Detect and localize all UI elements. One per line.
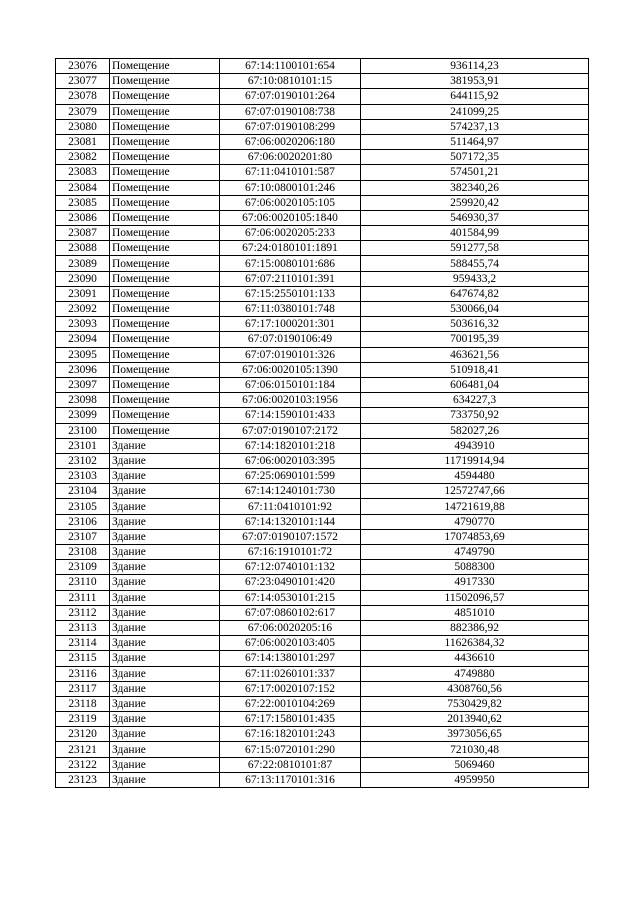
cadastral-number-cell: 67:14:0530101:215: [220, 590, 361, 605]
object-type-cell: Помещение: [110, 393, 220, 408]
table-row: [56, 59, 589, 74]
row-number-cell: 23119: [56, 712, 110, 727]
cadastral-value-cell: 606481,04: [361, 377, 589, 392]
table-row: [56, 74, 589, 89]
object-type-cell: Здание: [110, 712, 220, 727]
cadastral-value-cell: 530066,04: [361, 302, 589, 317]
object-type-cell: Помещение: [110, 377, 220, 392]
object-type-cell: Помещение: [110, 59, 220, 74]
cadastral-value-cell: 241099,25: [361, 104, 589, 119]
row-number-cell: 23105: [56, 499, 110, 514]
row-number-cell: 23111: [56, 590, 110, 605]
cadastral-number-cell: 67:06:0020201:80: [220, 150, 361, 165]
row-number-cell: 23117: [56, 681, 110, 696]
cadastral-number-cell: 67:07:0190101:264: [220, 89, 361, 104]
cadastral-value-cell: 4917330: [361, 575, 589, 590]
cadastral-number-cell: 67:22:0810101:87: [220, 757, 361, 772]
cadastral-value-cell: 12572747,66: [361, 484, 589, 499]
row-number-cell: 23115: [56, 651, 110, 666]
cadastral-number-cell: 67:15:0720101:290: [220, 742, 361, 757]
object-type-cell: Помещение: [110, 165, 220, 180]
cadastral-value-cell: 382340,26: [361, 180, 589, 195]
object-type-cell: Помещение: [110, 256, 220, 271]
row-number-cell: 23113: [56, 620, 110, 635]
cadastral-value-cell: 634227,3: [361, 393, 589, 408]
cadastral-value-cell: 3973056,65: [361, 727, 589, 742]
cadastral-number-cell: 67:11:0260101:337: [220, 666, 361, 681]
cadastral-value-cell: 588455,74: [361, 256, 589, 271]
cadastral-number-cell: 67:06:0020103:1956: [220, 393, 361, 408]
row-number-cell: 23109: [56, 560, 110, 575]
table-row: [56, 195, 589, 210]
cadastral-number-cell: 67:17:1000201:301: [220, 317, 361, 332]
table-row: [56, 453, 589, 468]
table-row: [56, 271, 589, 286]
cadastral-value-cell: 11719914,94: [361, 453, 589, 468]
table-row: [56, 712, 589, 727]
object-type-cell: Помещение: [110, 104, 220, 119]
row-number-cell: 23104: [56, 484, 110, 499]
cadastral-value-cell: 4790770: [361, 514, 589, 529]
row-number-cell: 23077: [56, 74, 110, 89]
cadastral-value-cell: 7530429,82: [361, 696, 589, 711]
object-type-cell: Помещение: [110, 119, 220, 134]
row-number-cell: 23100: [56, 423, 110, 438]
object-type-cell: Помещение: [110, 180, 220, 195]
object-type-cell: Помещение: [110, 317, 220, 332]
object-type-cell: Здание: [110, 438, 220, 453]
cadastral-number-cell: 67:06:0020205:233: [220, 226, 361, 241]
object-type-cell: Помещение: [110, 241, 220, 256]
row-number-cell: 23101: [56, 438, 110, 453]
table-row: [56, 742, 589, 757]
cadastral-value-cell: 2013940,62: [361, 712, 589, 727]
row-number-cell: 23085: [56, 195, 110, 210]
cadastral-value-cell: 511464,97: [361, 134, 589, 149]
cadastral-number-cell: 67:06:0020205:16: [220, 620, 361, 635]
object-type-cell: Здание: [110, 666, 220, 681]
row-number-cell: 23121: [56, 742, 110, 757]
row-number-cell: 23120: [56, 727, 110, 742]
table-row: [56, 545, 589, 560]
object-type-cell: Помещение: [110, 210, 220, 225]
object-type-cell: Здание: [110, 484, 220, 499]
cadastral-number-cell: 67:14:1320101:144: [220, 514, 361, 529]
object-type-cell: Здание: [110, 681, 220, 696]
cadastral-number-cell: 67:06:0020206:180: [220, 134, 361, 149]
cadastral-number-cell: 67:06:0020105:1840: [220, 210, 361, 225]
object-type-cell: Помещение: [110, 423, 220, 438]
object-type-cell: Здание: [110, 499, 220, 514]
table-row: [56, 575, 589, 590]
cadastral-number-cell: 67:07:0190107:1572: [220, 529, 361, 544]
cadastral-number-cell: 67:07:0190108:738: [220, 104, 361, 119]
row-number-cell: 23108: [56, 545, 110, 560]
object-type-cell: Здание: [110, 727, 220, 742]
cadastral-number-cell: 67:06:0020103:405: [220, 636, 361, 651]
table-row: [56, 499, 589, 514]
cadastral-number-cell: 67:07:0190107:2172: [220, 423, 361, 438]
cadastral-number-cell: 67:23:0490101:420: [220, 575, 361, 590]
cadastral-value-cell: 721030,48: [361, 742, 589, 757]
table-row: [56, 651, 589, 666]
object-type-cell: Здание: [110, 742, 220, 757]
cadastral-number-cell: 67:11:0410101:587: [220, 165, 361, 180]
object-type-cell: Помещение: [110, 74, 220, 89]
row-number-cell: 23082: [56, 150, 110, 165]
table-row: [56, 362, 589, 377]
object-type-cell: Помещение: [110, 362, 220, 377]
table-row: [56, 302, 589, 317]
table-row: [56, 241, 589, 256]
table-row: [56, 514, 589, 529]
row-number-cell: 23079: [56, 104, 110, 119]
table-row: [56, 104, 589, 119]
cadastral-value-cell: 11502096,57: [361, 590, 589, 605]
object-type-cell: Здание: [110, 651, 220, 666]
row-number-cell: 23099: [56, 408, 110, 423]
cadastral-value-cell: 17074853,69: [361, 529, 589, 544]
object-type-cell: Здание: [110, 636, 220, 651]
object-type-cell: Помещение: [110, 408, 220, 423]
table-row: [56, 256, 589, 271]
object-type-cell: Помещение: [110, 150, 220, 165]
object-type-cell: Здание: [110, 453, 220, 468]
row-number-cell: 23097: [56, 377, 110, 392]
table-row: [56, 772, 589, 787]
cadastral-number-cell: 67:17:1580101:435: [220, 712, 361, 727]
cadastral-value-cell: 510918,41: [361, 362, 589, 377]
row-number-cell: 23088: [56, 241, 110, 256]
row-number-cell: 23087: [56, 226, 110, 241]
cadastral-number-cell: 67:25:0690101:599: [220, 469, 361, 484]
table-row: [56, 590, 589, 605]
table-row: [56, 560, 589, 575]
row-number-cell: 23093: [56, 317, 110, 332]
row-number-cell: 23084: [56, 180, 110, 195]
cadastral-number-cell: 67:11:0410101:92: [220, 499, 361, 514]
cadastral-number-cell: 67:11:0380101:748: [220, 302, 361, 317]
row-number-cell: 23112: [56, 605, 110, 620]
cadastral-number-cell: 67:10:0810101:15: [220, 74, 361, 89]
object-type-cell: Помещение: [110, 89, 220, 104]
cadastral-number-cell: 67:24:0180101:1891: [220, 241, 361, 256]
table-row: [56, 438, 589, 453]
table-row: [56, 134, 589, 149]
cadastral-number-cell: 67:07:0190108:299: [220, 119, 361, 134]
cadastral-number-cell: 67:06:0150101:184: [220, 377, 361, 392]
table-row: [56, 165, 589, 180]
table-row: [56, 210, 589, 225]
object-type-cell: Помещение: [110, 347, 220, 362]
cadastral-number-cell: 67:16:1910101:72: [220, 545, 361, 560]
row-number-cell: 23086: [56, 210, 110, 225]
object-type-cell: Здание: [110, 575, 220, 590]
row-number-cell: 23116: [56, 666, 110, 681]
cadastral-value-cell: 381953,91: [361, 74, 589, 89]
row-number-cell: 23103: [56, 469, 110, 484]
cadastral-value-cell: 4943910: [361, 438, 589, 453]
cadastral-value-cell: 574237,13: [361, 119, 589, 134]
cadastral-value-cell: 582027,26: [361, 423, 589, 438]
table-body: [56, 59, 589, 788]
object-type-cell: Здание: [110, 529, 220, 544]
cadastral-value-cell: 4851010: [361, 605, 589, 620]
table-row: [56, 620, 589, 635]
cadastral-value-cell: 591277,58: [361, 241, 589, 256]
object-type-cell: Здание: [110, 772, 220, 787]
table-row: [56, 180, 589, 195]
cadastral-value-cell: 463621,56: [361, 347, 589, 362]
cadastral-value-cell: 700195,39: [361, 332, 589, 347]
cadastral-number-cell: 67:13:1170101:316: [220, 772, 361, 787]
object-type-cell: Здание: [110, 590, 220, 605]
object-type-cell: Здание: [110, 696, 220, 711]
cadastral-value-cell: 4594480: [361, 469, 589, 484]
table-row: [56, 89, 589, 104]
cadastral-number-cell: 67:12:0740101:132: [220, 560, 361, 575]
object-type-cell: Помещение: [110, 271, 220, 286]
cadastral-value-cell: 4436610: [361, 651, 589, 666]
row-number-cell: 23122: [56, 757, 110, 772]
row-number-cell: 23091: [56, 286, 110, 301]
table-row: [56, 666, 589, 681]
cadastral-value-cell: 401584,99: [361, 226, 589, 241]
cadastral-value-table: [55, 58, 589, 788]
table-row: [56, 332, 589, 347]
row-number-cell: 23089: [56, 256, 110, 271]
row-number-cell: 23114: [56, 636, 110, 651]
cadastral-value-cell: 5069460: [361, 757, 589, 772]
object-type-cell: Помещение: [110, 332, 220, 347]
cadastral-number-cell: 67:14:1380101:297: [220, 651, 361, 666]
cadastral-value-cell: 5088300: [361, 560, 589, 575]
object-type-cell: Помещение: [110, 195, 220, 210]
cadastral-number-cell: 67:17:0020107:152: [220, 681, 361, 696]
cadastral-number-cell: 67:15:0080101:686: [220, 256, 361, 271]
table-row: [56, 681, 589, 696]
cadastral-value-cell: 882386,92: [361, 620, 589, 635]
object-type-cell: Здание: [110, 605, 220, 620]
table-row: [56, 317, 589, 332]
table-row: [56, 484, 589, 499]
row-number-cell: 23095: [56, 347, 110, 362]
row-number-cell: 23123: [56, 772, 110, 787]
cadastral-number-cell: 67:06:0020105:1390: [220, 362, 361, 377]
cadastral-number-cell: 67:14:1100101:654: [220, 59, 361, 74]
object-type-cell: Помещение: [110, 226, 220, 241]
cadastral-number-cell: 67:14:1240101:730: [220, 484, 361, 499]
table-row: [56, 469, 589, 484]
cadastral-value-cell: 11626384,32: [361, 636, 589, 651]
row-number-cell: 23102: [56, 453, 110, 468]
cadastral-number-cell: 67:07:2110101:391: [220, 271, 361, 286]
table-row: [56, 727, 589, 742]
table-row: [56, 529, 589, 544]
cadastral-number-cell: 67:14:1820101:218: [220, 438, 361, 453]
row-number-cell: 23080: [56, 119, 110, 134]
cadastral-value-cell: 4959950: [361, 772, 589, 787]
cadastral-value-cell: 503616,32: [361, 317, 589, 332]
row-number-cell: 23106: [56, 514, 110, 529]
cadastral-value-cell: 4749880: [361, 666, 589, 681]
cadastral-number-cell: 67:06:0020105:105: [220, 195, 361, 210]
cadastral-number-cell: 67:15:2550101:133: [220, 286, 361, 301]
cadastral-value-cell: 259920,42: [361, 195, 589, 210]
row-number-cell: 23092: [56, 302, 110, 317]
object-type-cell: Здание: [110, 757, 220, 772]
row-number-cell: 23094: [56, 332, 110, 347]
table-row: [56, 286, 589, 301]
cadastral-number-cell: 67:07:0190106:49: [220, 332, 361, 347]
row-number-cell: 23081: [56, 134, 110, 149]
cadastral-value-cell: 647674,82: [361, 286, 589, 301]
table-row: [56, 226, 589, 241]
cadastral-value-cell: 4308760,56: [361, 681, 589, 696]
row-number-cell: 23078: [56, 89, 110, 104]
cadastral-value-cell: 936114,23: [361, 59, 589, 74]
object-type-cell: Помещение: [110, 134, 220, 149]
object-type-cell: Помещение: [110, 302, 220, 317]
cadastral-number-cell: 67:14:1590101:433: [220, 408, 361, 423]
row-number-cell: 23118: [56, 696, 110, 711]
object-type-cell: Здание: [110, 620, 220, 635]
row-number-cell: 23098: [56, 393, 110, 408]
cadastral-number-cell: 67:07:0190101:326: [220, 347, 361, 362]
cadastral-value-cell: 546930,37: [361, 210, 589, 225]
row-number-cell: 23083: [56, 165, 110, 180]
object-type-cell: Здание: [110, 514, 220, 529]
cadastral-value-cell: 959433,2: [361, 271, 589, 286]
table-row: [56, 377, 589, 392]
cadastral-value-cell: 733750,92: [361, 408, 589, 423]
table-row: [56, 150, 589, 165]
table-row: [56, 605, 589, 620]
cadastral-value-cell: 14721619,88: [361, 499, 589, 514]
table-row: [56, 696, 589, 711]
table-row: [56, 393, 589, 408]
cadastral-value-cell: 574501,21: [361, 165, 589, 180]
cadastral-number-cell: 67:10:0800101:246: [220, 180, 361, 195]
table-row: [56, 636, 589, 651]
cadastral-number-cell: 67:22:0010104:269: [220, 696, 361, 711]
cadastral-value-cell: 644115,92: [361, 89, 589, 104]
row-number-cell: 23110: [56, 575, 110, 590]
row-number-cell: 23090: [56, 271, 110, 286]
table-row: [56, 347, 589, 362]
cadastral-value-cell: 507172,35: [361, 150, 589, 165]
object-type-cell: Помещение: [110, 286, 220, 301]
object-type-cell: Здание: [110, 560, 220, 575]
row-number-cell: 23076: [56, 59, 110, 74]
object-type-cell: Здание: [110, 545, 220, 560]
cadastral-number-cell: 67:06:0020103:395: [220, 453, 361, 468]
table-row: [56, 423, 589, 438]
row-number-cell: 23107: [56, 529, 110, 544]
row-number-cell: 23096: [56, 362, 110, 377]
object-type-cell: Здание: [110, 469, 220, 484]
table-row: [56, 119, 589, 134]
cadastral-number-cell: 67:07:0860102:617: [220, 605, 361, 620]
table-row: [56, 408, 589, 423]
table-row: [56, 757, 589, 772]
cadastral-number-cell: 67:16:1820101:243: [220, 727, 361, 742]
cadastral-value-cell: 4749790: [361, 545, 589, 560]
